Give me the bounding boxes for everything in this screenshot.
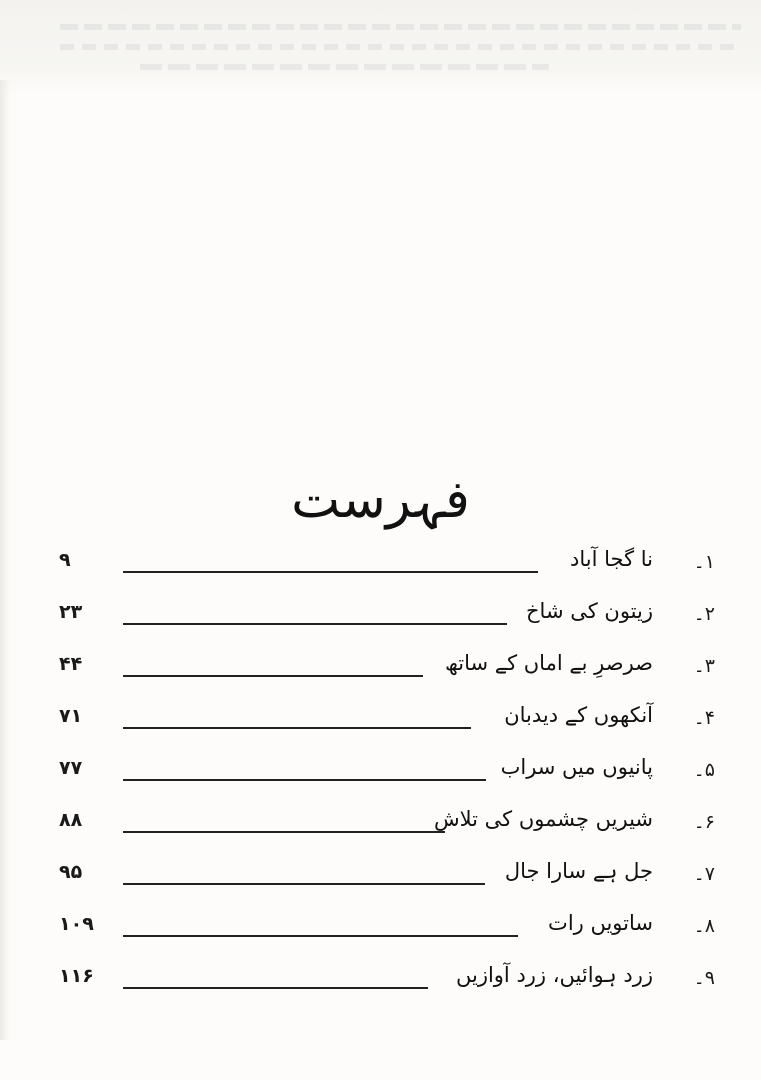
entry-number: ۴۔ bbox=[693, 707, 715, 729]
entry-title: آنکھوں کے دیدبان bbox=[504, 703, 653, 727]
table-of-contents bbox=[55, 543, 715, 1011]
leader-line bbox=[123, 883, 485, 885]
entry-page-number: ۹ bbox=[59, 549, 71, 571]
entry-title: جل ہے سارا جال bbox=[504, 859, 653, 883]
toc-entry bbox=[55, 543, 715, 595]
toc-entry bbox=[55, 647, 715, 699]
bleed-through-text bbox=[60, 18, 741, 78]
page-gutter-shadow bbox=[0, 80, 10, 1040]
leader-line bbox=[123, 727, 471, 729]
entry-title: زرد ہوائیں، زرد آوازیں bbox=[455, 963, 653, 987]
entry-title: زیتون کی شاخ bbox=[526, 599, 653, 623]
entry-page-number: ۹۵ bbox=[59, 861, 83, 883]
entry-page-number: ۴۴ bbox=[59, 653, 83, 675]
contents-heading: فہرست bbox=[291, 470, 470, 530]
toc-entry bbox=[55, 959, 715, 1011]
entry-number: ۸۔ bbox=[693, 915, 715, 937]
toc-entry bbox=[55, 595, 715, 647]
entry-title: ساتویں رات bbox=[548, 911, 653, 935]
entry-number: ۱۔ bbox=[693, 551, 715, 573]
entry-number: ۳۔ bbox=[693, 655, 715, 677]
toc-entry bbox=[55, 751, 715, 803]
entry-page-number: ۱۰۹ bbox=[59, 913, 94, 935]
entry-page-number: ۷۷ bbox=[59, 757, 83, 779]
entry-number: ۵۔ bbox=[693, 759, 715, 781]
leader-line bbox=[123, 779, 486, 781]
entry-page-number: ۷۱ bbox=[59, 705, 83, 727]
toc-entry bbox=[55, 803, 715, 855]
toc-entry bbox=[55, 699, 715, 751]
leader-line bbox=[123, 675, 423, 677]
leader-line bbox=[123, 623, 507, 625]
entry-number: ۶۔ bbox=[693, 811, 715, 833]
entry-page-number: ۸۸ bbox=[59, 809, 83, 831]
entry-number: ۲۔ bbox=[693, 603, 715, 625]
entry-number: ۷۔ bbox=[693, 863, 715, 885]
entry-number: ۹۔ bbox=[693, 967, 715, 989]
entry-title: نا گجا آباد bbox=[570, 547, 653, 571]
entry-title: شیریں چشموں کی تلاش bbox=[433, 807, 653, 831]
entry-title: صرصرِ بے اماں کے ساتھ bbox=[444, 651, 653, 675]
entry-title: پانیوں میں سراب bbox=[500, 755, 653, 779]
entry-page-number: ۲۳ bbox=[59, 601, 83, 623]
entry-page-number: ۱۱۶ bbox=[59, 965, 94, 987]
leader-line bbox=[123, 987, 428, 989]
leader-line bbox=[123, 935, 518, 937]
leader-line bbox=[123, 571, 538, 573]
toc-entry bbox=[55, 907, 715, 959]
toc-entry bbox=[55, 855, 715, 907]
leader-line bbox=[123, 831, 445, 833]
